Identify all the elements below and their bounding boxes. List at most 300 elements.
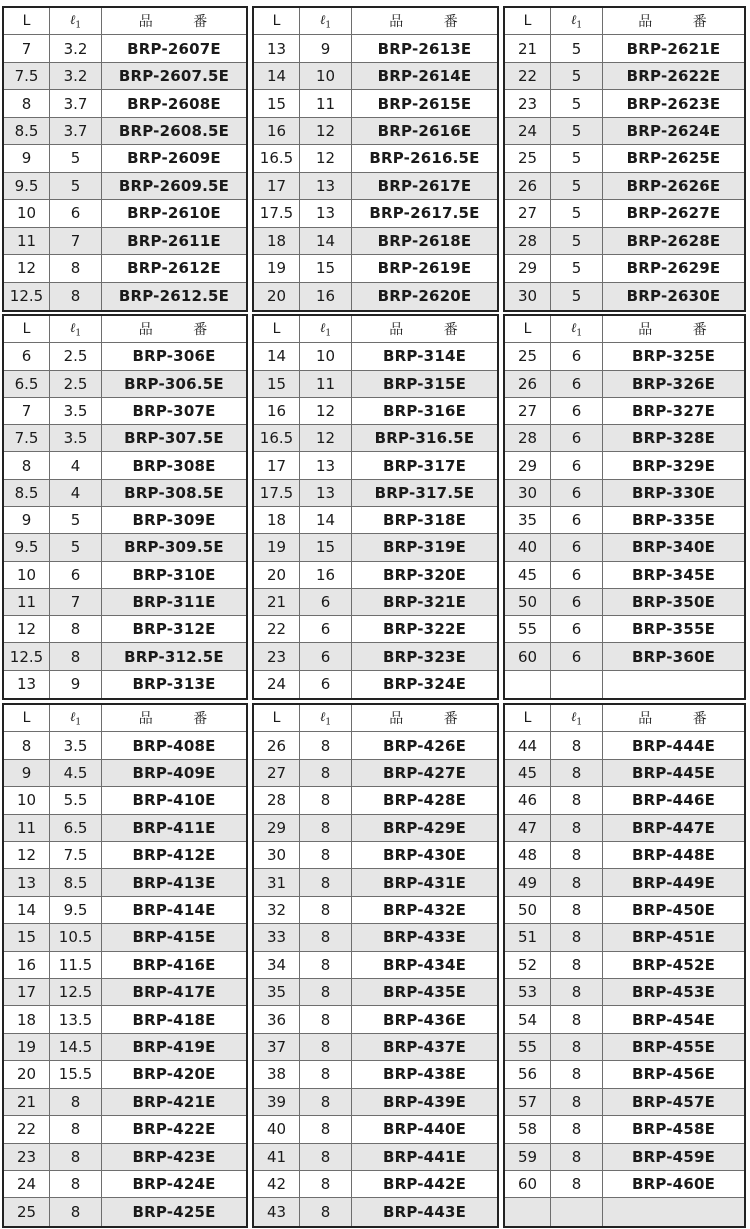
ell1-cell: 5	[49, 173, 101, 199]
table-row	[505, 897, 744, 924]
ell1-cell: 8	[299, 979, 351, 1005]
spec-table	[503, 6, 746, 312]
ell1-cell: 12	[299, 118, 351, 144]
part-number-cell: BRP-2612.5E	[101, 283, 246, 310]
part-number-cell: BRP-355E	[602, 616, 744, 642]
ell1-cell: 3.5	[49, 732, 101, 758]
table-row	[505, 787, 744, 814]
length-cell: 13	[16, 675, 37, 694]
ell1-cell: 6	[550, 616, 602, 642]
length-cell: 24	[16, 1175, 37, 1194]
ell1-cell: 8	[550, 1144, 602, 1170]
header-row	[505, 316, 744, 343]
header-ell1	[550, 705, 602, 731]
ell1-cell: 5	[550, 200, 602, 226]
table-row	[4, 480, 246, 507]
table-row	[505, 35, 744, 62]
ell1-cell: 2.5	[49, 371, 101, 397]
part-number-cell: BRP-413E	[101, 869, 246, 895]
table-section	[2, 703, 746, 1228]
ell1-cell: 8	[299, 1116, 351, 1142]
table-row	[4, 842, 246, 869]
part-number-cell: BRP-443E	[351, 1198, 497, 1225]
table-row	[505, 589, 744, 616]
table-row	[4, 671, 246, 698]
header-row	[505, 705, 744, 732]
length-cell: 31	[266, 873, 287, 892]
length-cell: 30	[266, 846, 287, 865]
length-cell: 29	[517, 456, 538, 475]
table-row	[254, 228, 497, 255]
table-row	[4, 869, 246, 896]
length-cell: 29	[266, 818, 287, 837]
ell1-cell: 8	[550, 869, 602, 895]
length-cell: 9.5	[14, 176, 39, 195]
part-number-cell: BRP-424E	[101, 1171, 246, 1197]
ell1-cell: 5	[49, 534, 101, 560]
table-row	[254, 1171, 497, 1198]
ell1-cell: 8	[550, 897, 602, 923]
part-number-cell: BRP-315E	[351, 371, 497, 397]
table-row	[4, 1034, 246, 1061]
length-cell: 40	[517, 538, 538, 557]
table-row	[505, 425, 744, 452]
part-number-cell: BRP-454E	[602, 1006, 744, 1032]
ell1-cell: 8	[550, 732, 602, 758]
length-cell: 58	[517, 1120, 538, 1139]
header-ell-subscript: 1	[75, 328, 82, 339]
table-row	[505, 562, 744, 589]
part-number-cell: BRP-2618E	[351, 228, 497, 254]
header-ell-subscript: 1	[325, 328, 332, 339]
table-row	[505, 952, 744, 979]
table-row	[4, 507, 246, 534]
ell1-cell: 8	[299, 842, 351, 868]
table-section	[2, 314, 746, 700]
header-row	[4, 316, 246, 343]
ell1-cell: 16	[299, 283, 351, 310]
part-number-cell: BRP-445E	[602, 760, 744, 786]
table-row	[254, 371, 497, 398]
ell1-cell: 9.5	[49, 897, 101, 923]
header-part-number: 品 番	[351, 8, 497, 34]
ell1-cell: 10	[299, 63, 351, 89]
part-number-cell: BRP-439E	[351, 1089, 497, 1115]
table-row	[505, 924, 744, 951]
table-row	[4, 1089, 246, 1116]
length-cell: 14	[266, 67, 287, 86]
ell1-cell: 5	[550, 35, 602, 61]
ell1-cell: 8	[299, 952, 351, 978]
table-row	[4, 1144, 246, 1171]
part-number-cell: BRP-340E	[602, 534, 744, 560]
table-row	[254, 1144, 497, 1171]
length-cell: 25	[16, 1203, 37, 1222]
table-row	[4, 398, 246, 425]
table-row	[505, 842, 744, 869]
ell1-cell: 8	[550, 842, 602, 868]
ell1-cell: 15.5	[49, 1061, 101, 1087]
part-number-cell: BRP-329E	[602, 452, 744, 478]
ell1-cell: 13	[299, 173, 351, 199]
table-row	[4, 228, 246, 255]
part-number-cell: BRP-429E	[351, 815, 497, 841]
table-row	[254, 787, 497, 814]
ell1-cell: 15	[299, 534, 351, 560]
length-cell: 28	[266, 791, 287, 810]
length-cell: 11	[16, 818, 37, 837]
part-number-cell: BRP-335E	[602, 507, 744, 533]
ell1-cell: 8	[49, 1089, 101, 1115]
ell1-cell: 6	[550, 534, 602, 560]
ell1-cell: 6.5	[49, 815, 101, 841]
length-cell: 49	[517, 873, 538, 892]
part-number-cell: BRP-328E	[602, 425, 744, 451]
part-number-cell: BRP-460E	[602, 1171, 744, 1197]
length-cell: 27	[517, 204, 538, 223]
ell1-cell: 5	[49, 507, 101, 533]
part-number-cell: BRP-455E	[602, 1034, 744, 1060]
part-number-cell: BRP-2628E	[602, 228, 744, 254]
length-cell: 9	[21, 764, 32, 783]
length-cell: 22	[517, 67, 538, 86]
part-number-cell: BRP-412E	[101, 842, 246, 868]
header-ell1	[299, 316, 351, 342]
table-row	[4, 897, 246, 924]
length-cell: 17	[16, 983, 37, 1002]
ell1-cell: 3.5	[49, 398, 101, 424]
ell1-cell: 8	[550, 760, 602, 786]
length-cell: 16.5	[259, 149, 294, 168]
ell1-cell: 13	[299, 200, 351, 226]
table-row	[4, 173, 246, 200]
ell1-cell: 15	[299, 255, 351, 281]
table-row	[254, 173, 497, 200]
ell1-cell: 8	[299, 1061, 351, 1087]
length-cell: 11	[16, 592, 37, 611]
ell1-cell: 8	[299, 869, 351, 895]
length-cell: 50	[517, 901, 538, 920]
table-row	[505, 534, 744, 561]
part-number-cell: BRP-2625E	[602, 145, 744, 171]
length-cell: 23	[517, 94, 538, 113]
ell1-cell: 8	[299, 1198, 351, 1225]
ell1-cell	[550, 1198, 602, 1225]
table-row	[254, 815, 497, 842]
table-row	[4, 343, 246, 370]
ell1-cell: 12	[299, 398, 351, 424]
ell1-cell: 5	[550, 63, 602, 89]
header-ell-subscript: 1	[576, 20, 583, 31]
part-number-cell: BRP-437E	[351, 1034, 497, 1060]
header-ell-subscript: 1	[576, 717, 583, 728]
ell1-cell: 6	[550, 643, 602, 669]
part-number-cell: BRP-2611E	[101, 228, 246, 254]
ell1-cell: 14	[299, 507, 351, 533]
ell1-cell: 5	[550, 173, 602, 199]
table-row	[254, 255, 497, 282]
length-cell: 12	[16, 259, 37, 278]
length-cell: 28	[517, 231, 538, 250]
length-cell: 15	[266, 94, 287, 113]
ell1-cell: 16	[299, 562, 351, 588]
table-row	[254, 671, 497, 698]
ell1-cell: 4	[49, 452, 101, 478]
ell1-cell: 8	[49, 643, 101, 669]
header-length: L	[523, 13, 532, 30]
ell1-cell: 8	[299, 1171, 351, 1197]
length-cell: 27	[266, 764, 287, 783]
table-row	[4, 815, 246, 842]
table-row	[4, 643, 246, 670]
table-row	[254, 1089, 497, 1116]
ell1-cell: 6	[550, 398, 602, 424]
table-row	[505, 255, 744, 282]
spec-table	[2, 703, 248, 1228]
ell1-cell	[550, 671, 602, 698]
table-row	[505, 118, 744, 145]
table-row	[505, 507, 744, 534]
part-number-cell: BRP-451E	[602, 924, 744, 950]
table-row	[254, 979, 497, 1006]
ell1-cell: 11	[299, 371, 351, 397]
part-number-cell: BRP-436E	[351, 1006, 497, 1032]
length-cell: 37	[266, 1038, 287, 1057]
table-row	[505, 398, 744, 425]
part-number-cell: BRP-2626E	[602, 173, 744, 199]
ell1-cell: 8	[550, 1061, 602, 1087]
length-cell: 7.5	[14, 67, 39, 86]
table-row	[4, 562, 246, 589]
table-row	[4, 1116, 246, 1143]
length-cell: 21	[266, 592, 287, 611]
table-row	[254, 145, 497, 172]
part-number-cell: BRP-2612E	[101, 255, 246, 281]
table-row	[4, 589, 246, 616]
header-length: L	[272, 321, 281, 338]
part-number-cell: BRP-325E	[602, 343, 744, 369]
length-cell: 25	[517, 347, 538, 366]
header-part-number: 品 番	[351, 316, 497, 342]
table-row	[505, 480, 744, 507]
ell1-cell: 3.7	[49, 118, 101, 144]
table-row	[254, 589, 497, 616]
ell1-cell: 9	[299, 35, 351, 61]
table-row	[4, 787, 246, 814]
ell1-cell: 8	[299, 760, 351, 786]
table-row	[4, 924, 246, 951]
table-row	[505, 732, 744, 759]
spec-table	[252, 703, 499, 1228]
part-number-cell: BRP-435E	[351, 979, 497, 1005]
length-cell: 20	[266, 565, 287, 584]
header-ell-subscript: 1	[325, 717, 332, 728]
header-ell1	[49, 316, 101, 342]
table-row	[4, 425, 246, 452]
table-row	[505, 371, 744, 398]
length-cell: 55	[517, 620, 538, 639]
ell1-cell: 4	[49, 480, 101, 506]
ell1-cell: 8	[299, 1144, 351, 1170]
length-cell: 18	[266, 511, 287, 530]
ell1-cell: 8	[550, 1006, 602, 1032]
part-number-cell: BRP-408E	[101, 732, 246, 758]
header-row	[4, 8, 246, 35]
part-number-cell: BRP-441E	[351, 1144, 497, 1170]
length-cell: 12.5	[9, 647, 44, 666]
ell1-cell: 13	[299, 452, 351, 478]
length-cell: 44	[517, 736, 538, 755]
length-cell: 16	[266, 122, 287, 141]
part-number-cell: BRP-2607E	[101, 35, 246, 61]
length-cell: 52	[517, 955, 538, 974]
part-number-cell: BRP-306.5E	[101, 371, 246, 397]
header-ell-symbol: ℓ$_1$	[69, 12, 82, 31]
ell1-cell: 8	[550, 924, 602, 950]
header-ell-symbol: ℓ$_1$	[69, 709, 82, 728]
table-row	[505, 1171, 744, 1198]
table-row	[254, 616, 497, 643]
length-cell: 26	[517, 176, 538, 195]
part-number-cell: BRP-312E	[101, 616, 246, 642]
part-number-cell: BRP-2627E	[602, 200, 744, 226]
table-row	[254, 732, 497, 759]
ell1-cell: 8	[299, 787, 351, 813]
length-cell: 23	[266, 647, 287, 666]
part-number-cell: BRP-2621E	[602, 35, 744, 61]
ell1-cell: 8	[550, 787, 602, 813]
ell1-cell: 5	[550, 118, 602, 144]
part-number-cell: BRP-2609.5E	[101, 173, 246, 199]
header-ell1	[299, 705, 351, 731]
part-number-cell: BRP-310E	[101, 562, 246, 588]
ell1-cell: 9	[49, 671, 101, 698]
header-ell-symbol: ℓ$_1$	[69, 320, 82, 339]
part-number-cell: BRP-324E	[351, 671, 497, 698]
table-row	[505, 979, 744, 1006]
part-number-cell: BRP-432E	[351, 897, 497, 923]
part-number-cell: BRP-452E	[602, 952, 744, 978]
part-number-cell: BRP-457E	[602, 1089, 744, 1115]
header-row	[254, 705, 497, 732]
part-number-cell: BRP-316.5E	[351, 425, 497, 451]
table-row	[505, 760, 744, 787]
table-row	[505, 200, 744, 227]
ell1-cell: 2.5	[49, 343, 101, 369]
table-row	[505, 173, 744, 200]
part-number-cell: BRP-423E	[101, 1144, 246, 1170]
length-cell: 7	[21, 39, 32, 58]
length-cell: 36	[266, 1010, 287, 1029]
length-cell: 19	[16, 1038, 37, 1057]
table-row	[254, 897, 497, 924]
ell1-cell: 6	[299, 643, 351, 669]
header-part-number: 品 番	[602, 8, 744, 34]
table-row	[254, 507, 497, 534]
part-number-cell: BRP-2617.5E	[351, 200, 497, 226]
table-row	[254, 452, 497, 479]
length-cell: 48	[517, 846, 538, 865]
length-cell: 60	[517, 647, 538, 666]
table-row	[4, 760, 246, 787]
length-cell: 26	[517, 374, 538, 393]
ell1-cell: 6	[550, 371, 602, 397]
length-cell: 22	[16, 1120, 37, 1139]
ell1-cell: 8	[299, 815, 351, 841]
length-cell: 23	[16, 1147, 37, 1166]
ell1-cell: 6	[550, 562, 602, 588]
part-number-cell: BRP-308E	[101, 452, 246, 478]
header-part-number: 品 番	[101, 8, 246, 34]
header-ell-subscript: 1	[576, 328, 583, 339]
ell1-cell: 10	[299, 343, 351, 369]
length-cell: 21	[517, 39, 538, 58]
ell1-cell: 7.5	[49, 842, 101, 868]
header-part-number: 品 番	[602, 316, 744, 342]
ell1-cell: 6	[550, 452, 602, 478]
table-row	[254, 643, 497, 670]
length-cell: 56	[517, 1065, 538, 1084]
header-ell1	[49, 705, 101, 731]
spec-table	[503, 314, 746, 700]
table-row	[4, 732, 246, 759]
part-number-cell: BRP-311E	[101, 589, 246, 615]
part-number-cell: BRP-410E	[101, 787, 246, 813]
ell1-cell: 5.5	[49, 787, 101, 813]
table-row	[505, 815, 744, 842]
ell1-cell: 12	[299, 425, 351, 451]
table-row	[254, 1034, 497, 1061]
header-ell-subscript: 1	[75, 717, 82, 728]
part-number-cell: BRP-308.5E	[101, 480, 246, 506]
header-part-number: 品 番	[101, 316, 246, 342]
length-cell: 35	[266, 983, 287, 1002]
length-cell: 43	[266, 1203, 287, 1222]
table-row	[505, 343, 744, 370]
length-cell: 16	[16, 955, 37, 974]
table-row	[254, 869, 497, 896]
ell1-cell: 5	[550, 228, 602, 254]
part-number-cell: BRP-309.5E	[101, 534, 246, 560]
table-row	[4, 118, 246, 145]
table-row	[254, 1198, 497, 1225]
part-number-cell: BRP-2610E	[101, 200, 246, 226]
ell1-cell: 8	[49, 1144, 101, 1170]
table-row	[4, 1061, 246, 1088]
table-row	[4, 1006, 246, 1033]
part-number-cell: BRP-319E	[351, 534, 497, 560]
header-ell1	[299, 8, 351, 34]
ell1-cell: 13	[299, 480, 351, 506]
part-number-cell: BRP-313E	[101, 671, 246, 698]
table-row	[4, 63, 246, 90]
table-row	[254, 343, 497, 370]
table-row	[505, 1116, 744, 1143]
length-cell: 20	[16, 1065, 37, 1084]
length-cell: 17	[266, 176, 287, 195]
ell1-cell: 3.2	[49, 35, 101, 61]
ell1-cell: 8	[49, 255, 101, 281]
part-number-cell: BRP-434E	[351, 952, 497, 978]
part-number-cell: BRP-447E	[602, 815, 744, 841]
table-row	[505, 671, 744, 698]
part-number-cell: BRP-2630E	[602, 283, 744, 310]
table-row	[4, 255, 246, 282]
table-row	[4, 371, 246, 398]
length-cell: 59	[517, 1147, 538, 1166]
header-row	[254, 8, 497, 35]
ell1-cell: 12.5	[49, 979, 101, 1005]
